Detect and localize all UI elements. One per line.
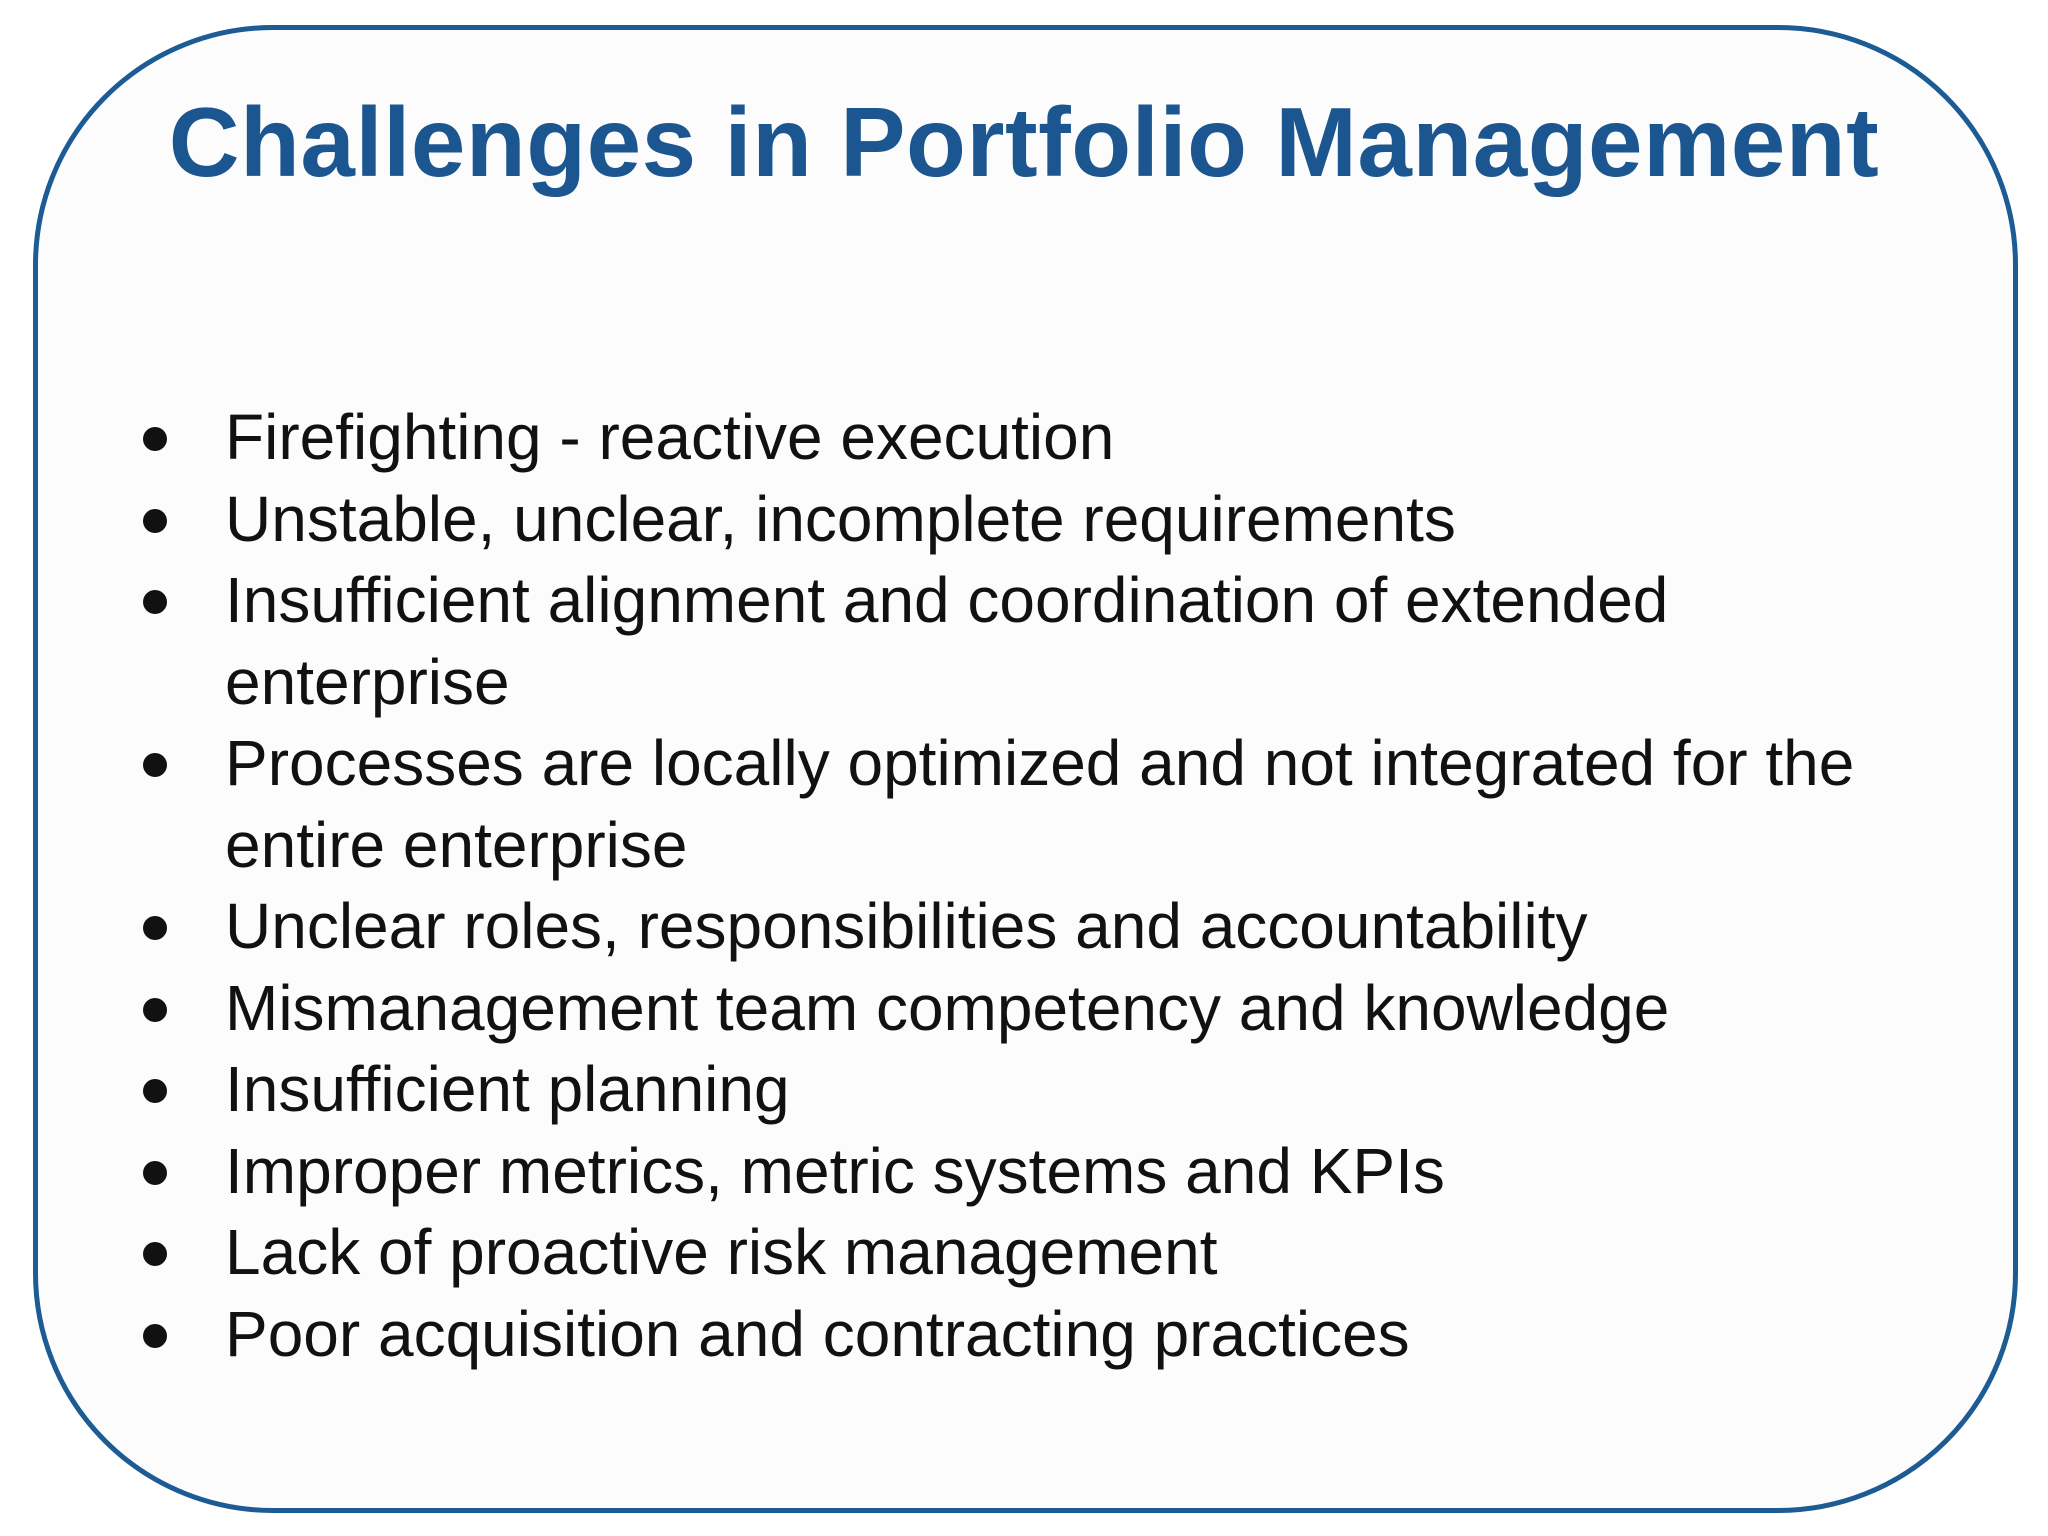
challenge-list (225, 397, 1925, 1375)
list-item (225, 560, 1925, 723)
list-item-text: Improper metrics, metric systems and KPIs (225, 1134, 1445, 1207)
list-item-text: Unclear roles, responsibilities and accountability (225, 890, 1588, 962)
bullet-icon (143, 916, 167, 940)
bullet-icon (143, 1161, 167, 1185)
bullet-icon (143, 590, 167, 614)
bullet-icon (143, 1242, 167, 1266)
bullet-icon (143, 998, 167, 1022)
list-item (225, 1294, 1925, 1376)
list-item-text: Firefighting - reactive execution (225, 401, 1115, 473)
list-item (225, 1049, 1925, 1131)
bullet-icon (143, 1079, 167, 1103)
list-item-text: Mismanagement team competency and knowledge (225, 971, 1670, 1044)
bullet-icon (143, 427, 167, 451)
list-item-text: Processes are locally optimized and not integrated for the entire enterprise (225, 727, 1855, 881)
list-item-text: Lack of proactive risk management (225, 1216, 1218, 1288)
list-item (225, 397, 1925, 479)
page-title: Challenges in Portfolio Management (168, 87, 1880, 197)
list-item-text: Poor acquisition and contracting practices (225, 1297, 1410, 1370)
list-item (225, 479, 1925, 561)
bullet-icon (143, 1324, 167, 1348)
list-item (225, 886, 1925, 968)
bullet-icon (143, 753, 167, 777)
bullet-icon (143, 509, 167, 533)
list-item-text: Unstable, unclear, incomplete requirements (225, 482, 1456, 555)
list-item (225, 1212, 1925, 1294)
list-item (225, 1131, 1925, 1213)
list-item (225, 968, 1925, 1050)
list-item-text: Insufficient alignment and coordination of extended enterprise (225, 564, 1669, 718)
list-item-text: Insufficient planning (225, 1053, 790, 1125)
list-item (225, 723, 1925, 886)
